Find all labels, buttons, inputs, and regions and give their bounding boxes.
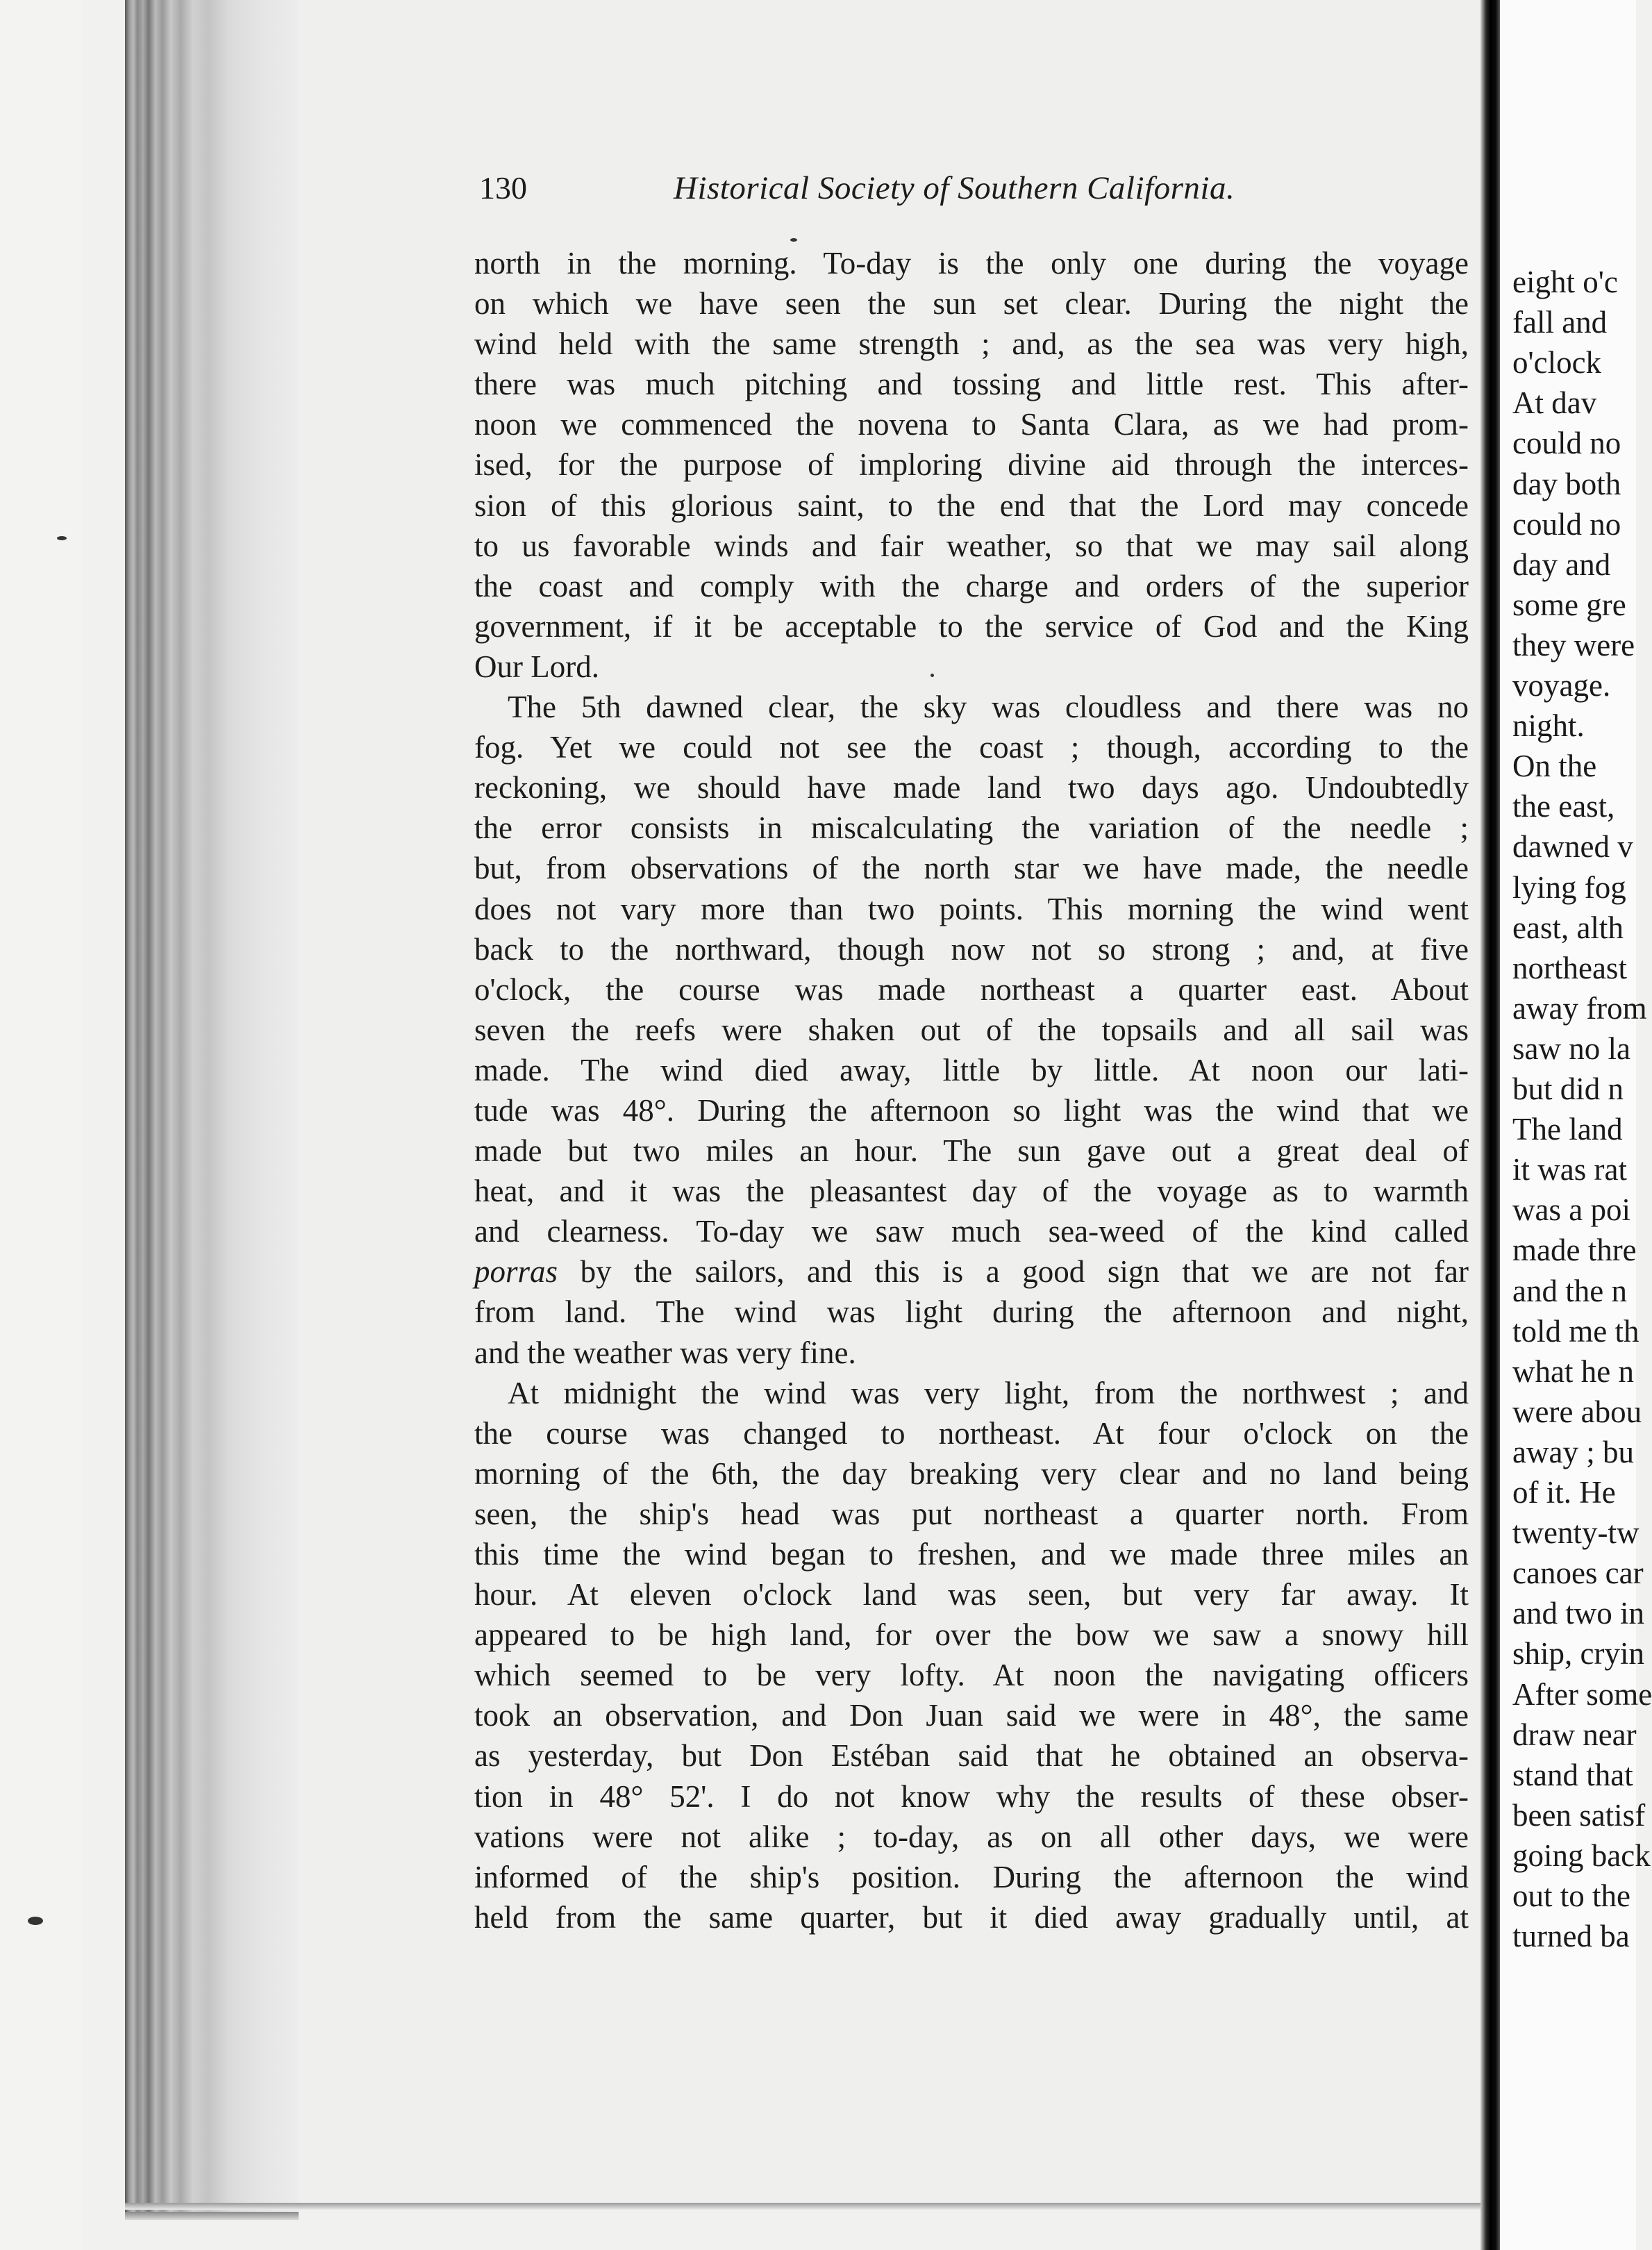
- text-line: the error consists in miscalculating the variation of the needle ;: [474, 810, 1469, 846]
- text-line: but, from observations of the north star we have made, the needle: [474, 851, 1469, 886]
- text-line: heat, and it was the pleasantest day of the voyage as to warmth: [474, 1174, 1469, 1209]
- facing-page-line: told me th: [1512, 1313, 1640, 1349]
- text-line: this time the wind began to freshen, and we made three miles an: [474, 1537, 1469, 1572]
- facing-page-line: eight o'c: [1512, 265, 1618, 299]
- facing-page-line: On the: [1512, 749, 1597, 784]
- text-line: morning of the 6th, the day breaking very clear and no land being: [474, 1456, 1469, 1491]
- facing-page-line: day and: [1512, 547, 1611, 582]
- text-line: sion of this glorious saint, to the end that the Lord may concede: [474, 488, 1469, 523]
- facing-page-line: the east,: [1512, 789, 1615, 824]
- text-line-rest: by the sailors, and this is a good sign that we are not far: [558, 1254, 1469, 1290]
- text-line: there was much pitching and tossing and little rest. This after-: [474, 367, 1469, 402]
- facing-page-line: could no: [1512, 506, 1621, 542]
- text-line: took an observation, and Don Juan said we were in 48°, the same: [474, 1698, 1469, 1733]
- text-line: o'clock, the course was made northeast a quarter east. About: [474, 972, 1469, 1007]
- page-header: [479, 169, 1285, 218]
- book-gutter: [1480, 0, 1500, 2250]
- facing-page-line: and two in: [1512, 1596, 1644, 1631]
- text-line: made but two miles an hour. The sun gave out a great deal of: [474, 1133, 1469, 1169]
- scan-speck: [28, 1917, 43, 1925]
- text-line: hour. At eleven o'clock land was seen, but very far away. It: [474, 1577, 1469, 1612]
- facing-page-line: draw near: [1512, 1717, 1637, 1752]
- facing-page: [1500, 0, 1652, 2250]
- text-line: and clearness. To-day we saw much sea-weed of the kind called: [474, 1214, 1469, 1249]
- facing-page-line: day both: [1512, 466, 1621, 501]
- facing-page-line: was a poi: [1512, 1192, 1630, 1228]
- facing-page-line: and the n: [1512, 1273, 1627, 1308]
- page-number: 130: [479, 170, 527, 206]
- facing-page-line: night.: [1512, 708, 1585, 744]
- text-line: the course was changed to northeast. At four o'clock on the: [474, 1415, 1469, 1451]
- facing-page-line: were abou: [1512, 1394, 1642, 1429]
- running-head: Historical Society of Southern California.: [674, 170, 1235, 206]
- facing-page-line: lying fog: [1512, 869, 1626, 905]
- text-line: Our Lord.: [474, 649, 599, 684]
- facing-page-line: voyage.: [1512, 668, 1611, 703]
- facing-page-line: o'clock: [1512, 345, 1602, 381]
- text-line: made. The wind died away, little by little. At noon our lati-: [474, 1052, 1469, 1088]
- facing-page-line: of it. He: [1512, 1475, 1616, 1510]
- facing-page-line: it was rat: [1512, 1152, 1627, 1188]
- facing-page-line: what he n: [1512, 1353, 1634, 1389]
- page-bottom-edge: [125, 2203, 1496, 2210]
- text-line: tude was 48°. During the afternoon so light was the wind that we: [474, 1092, 1469, 1128]
- facing-page-line: After some: [1512, 1676, 1652, 1712]
- scan-speck: [57, 536, 67, 540]
- facing-page-line: some gre: [1512, 587, 1626, 622]
- facing-page-line: fall and: [1512, 305, 1608, 340]
- text-line: fog. Yet we could not see the coast ; though, according to the: [474, 730, 1469, 765]
- text-line: and the weather was very fine.: [474, 1335, 856, 1370]
- text-line: north in the morning. To-day is the only one during the voyage: [474, 246, 1469, 281]
- text-line: [474, 1251, 1469, 1292]
- text-line: wind held with the same strength ; and, as the sea was very high,: [474, 326, 1469, 362]
- text-line: ised, for the purpose of imploring divine aid through the interces-: [474, 447, 1469, 483]
- text-line: The 5th dawned clear, the sky was cloudless and there was no: [508, 690, 1469, 725]
- facing-page-line: At dav: [1512, 385, 1597, 421]
- facing-page-line: dawned v: [1512, 829, 1633, 865]
- text-line: noon we commenced the novena to Santa Clara, as we had prom-: [474, 407, 1469, 442]
- text-line: from land. The wind was light during the afternoon and night,: [474, 1294, 1469, 1330]
- text-line: as yesterday, but Don Estéban said that he obtained an observa-: [474, 1738, 1469, 1774]
- facing-page-line: away ; bu: [1512, 1434, 1634, 1469]
- text-line: appeared to be high land, for over the bow we saw a snowy hill: [474, 1617, 1469, 1653]
- facing-page-line: ship, cryin: [1512, 1636, 1644, 1672]
- text-line: seen, the ship's head was put northeast a quarter north. From: [474, 1496, 1469, 1531]
- text-line: on which we have seen the sun set clear. During the night the: [474, 286, 1469, 322]
- facing-page-line: turned ba: [1512, 1919, 1630, 1954]
- facing-page-line: canoes car: [1512, 1556, 1644, 1591]
- facing-page-line: they were: [1512, 627, 1635, 662]
- facing-page-line: but did n: [1512, 1072, 1624, 1106]
- facing-page-line: could no: [1512, 426, 1621, 461]
- text-line: held from the same quarter, but it died away gradually until, at: [474, 1899, 1469, 1935]
- body-text: [474, 243, 1469, 1938]
- text-line: seven the reefs were shaken out of the topsails and all sail was: [474, 1012, 1469, 1047]
- facing-page-line: out to the: [1512, 1878, 1630, 1913]
- facing-page-line: been satisf: [1512, 1797, 1646, 1833]
- text-line: vations were not alike ; to-day, as on all other days, we were: [474, 1819, 1469, 1854]
- text-line: government, if it be acceptable to the service of God and the King: [474, 608, 1469, 644]
- text-line: At midnight the wind was very light, from the northwest ; and: [508, 1375, 1469, 1410]
- facing-page-line: saw no la: [1512, 1031, 1630, 1066]
- facing-page-line: northeast: [1512, 950, 1627, 985]
- text-line: back to the northward, though now not so strong ; and, at five: [474, 931, 1469, 967]
- text-line: reckoning, we should have made land two days ago. Undoubtedly: [474, 770, 1469, 806]
- text-line: the coast and comply with the charge and orders of the superior: [474, 568, 1469, 603]
- text-line: which seemed to be very lofty. At noon the navigating officers: [474, 1658, 1469, 1693]
- text-line: to us favorable winds and fair weather, so that we may sail along: [474, 528, 1469, 563]
- scan-left-margin: [0, 0, 83, 2250]
- book-page-edges: [125, 0, 299, 2212]
- facing-page-line: going back: [1512, 1838, 1651, 1873]
- scan-speck: [931, 674, 934, 677]
- facing-page-line: twenty-tw: [1512, 1515, 1640, 1551]
- text-line: tion in 48° 52'. I do not know why the results of these obser-: [474, 1778, 1469, 1814]
- italic-term: porras: [474, 1254, 558, 1290]
- facing-page-line: away from: [1512, 990, 1647, 1026]
- text-line: informed of the ship's position. During the afternoon the wind: [474, 1859, 1469, 1894]
- facing-page-line: stand that: [1512, 1757, 1633, 1792]
- facing-page-line: The land: [1512, 1112, 1623, 1147]
- facing-page-line: east, alth: [1512, 910, 1624, 945]
- scan-speck: [790, 238, 797, 242]
- facing-page-line: made thre: [1512, 1233, 1637, 1268]
- text-line: does not vary more than two points. This morning the wind went: [474, 891, 1469, 926]
